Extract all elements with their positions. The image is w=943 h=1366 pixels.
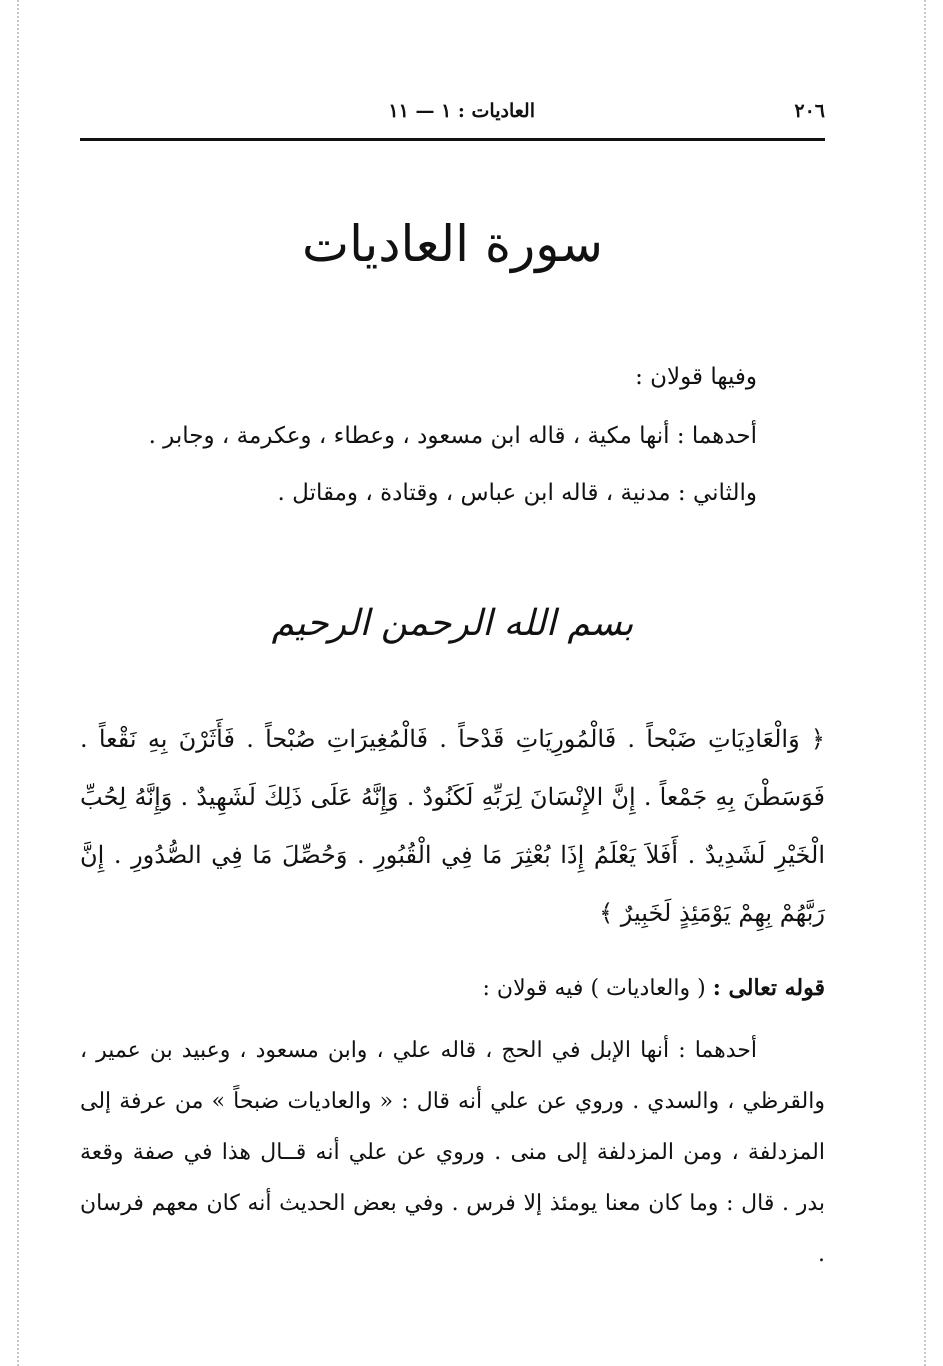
page-number: ٢٠٦ — [794, 100, 825, 122]
quran-verses: ﴿ وَالْعَادِيَاتِ ضَبْحاً . فَالْمُورِيَاتِ قَدْحاً . فَالْمُغِيرَاتِ صُبْحاً . فَأَثَرْنَ بِهِ نَقْعاً . فَوَسَطْنَ بِهِ جَمْعاً . إِنَّ الإِنْسَانَ لِرَبِّهِ لَكَنُودٌ . وَإِنَّهُ عَلَى ذَلِكَ لَشَهِيدٌ . وَإِنَّهُ لِحُبِّ الْخَيْرِ لَشَدِيدٌ . أَفَلاَ يَعْلَمُ إِذَا بُعْثِرَ مَا فِي الْقُبُورِ . وَحُصِّلَ مَا فِي الصُّدُورِ . إِنَّ رَبَّهُمْ بِهِمْ يَوْمَئِذٍ لَخَبِيرٌ ﴾ — [80, 725, 825, 927]
right-margin-guide — [924, 0, 926, 1366]
commentary-heading-label: قوله تعالى : — [712, 975, 825, 1001]
commentary-paragraph: أحدهما : أنها الإبل في الحج ، قاله علي ، وابن مسعود ، وعبيد بن عمير ، والقرظي ، والسدي . وروي عن علي أنه قال : « والعاديات ضبحاً » من عرفة إلى المزدلفة ، ومن المزدلفة إلى منى . وروي عن علي أنه قــال هذا في صفة وقعة بدر . قال : وما كان معنا يومئذ إلا فرس . وفي بعض الحديث أنه كان معهم فرسان . — [80, 1038, 825, 1267]
book-page — [80, 0, 825, 1366]
commentary-heading — [80, 975, 825, 1001]
running-head: العاديات : ١ — ١١ — [388, 100, 535, 122]
left-margin-guide — [17, 0, 19, 1366]
intro-line: أحدهما : أنها مكية ، قاله ابن مسعود ، وعطاء ، وعكرمة ، وجابر . — [148, 423, 757, 449]
page-header — [80, 100, 825, 134]
commentary-heading-text: ( والعاديات ) فيه قولان : — [482, 976, 706, 1001]
surah-title: سورة العاديات — [302, 215, 603, 273]
intro-line: والثاني : مدنية ، قاله ابن عباس ، وقتادة ، ومقاتل . — [277, 480, 757, 506]
intro-line: وفيها قولان : — [635, 364, 757, 390]
basmala: بسم الله الرحمن الرحيم — [271, 603, 634, 644]
header-rule — [80, 138, 825, 141]
